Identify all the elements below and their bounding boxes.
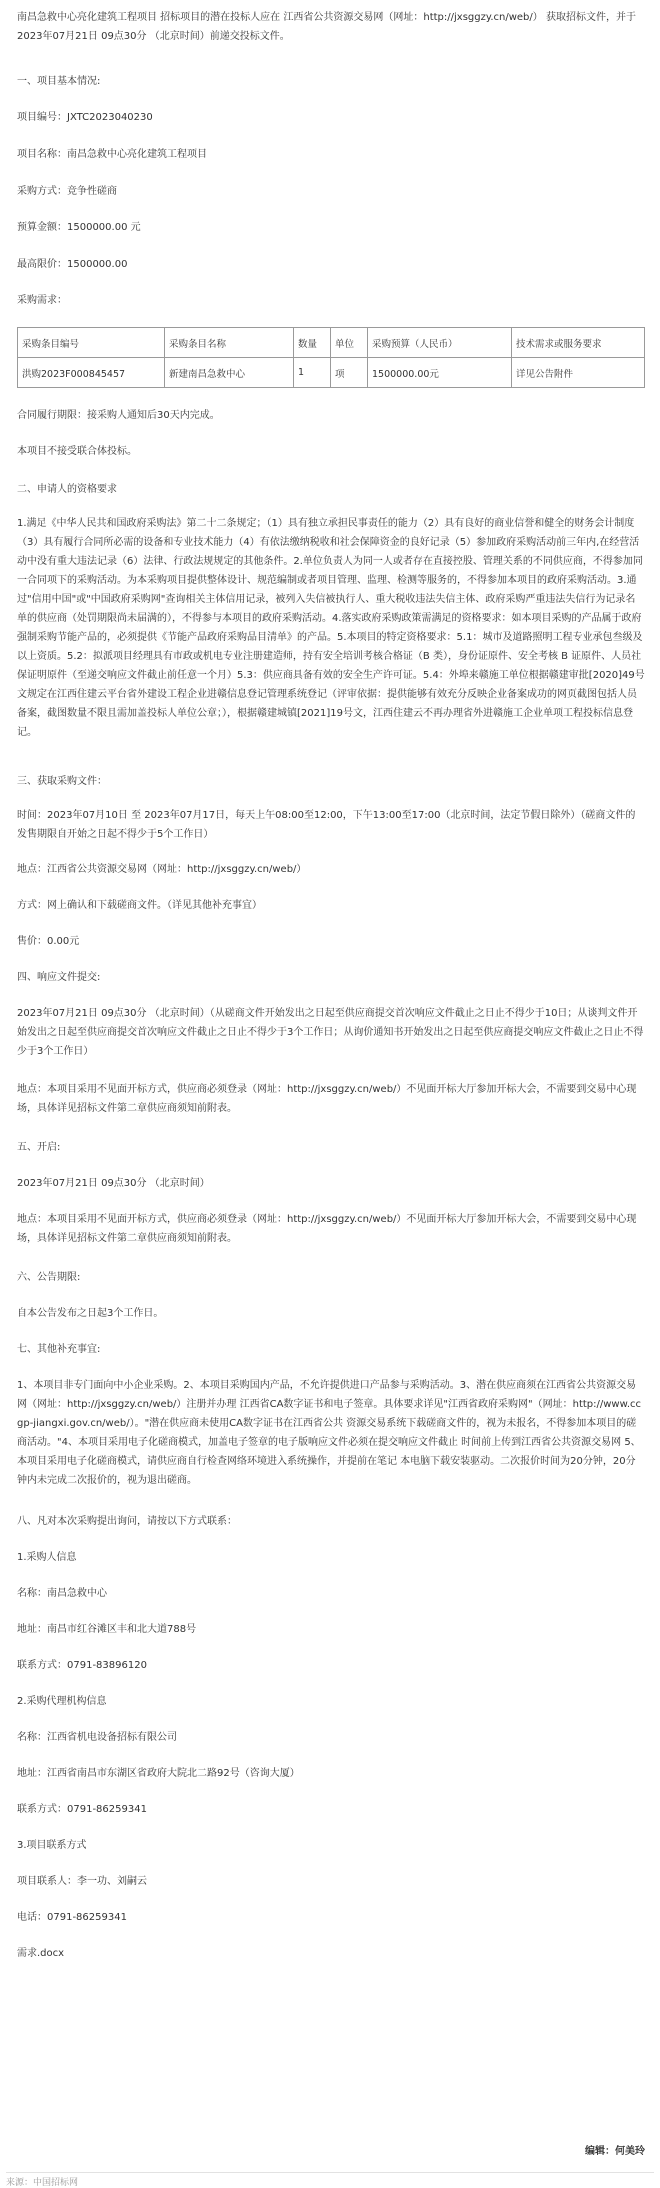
section-heading-opening: 五、开启: bbox=[17, 1142, 61, 1153]
price-cap: 最高限价：1500000.00 bbox=[17, 259, 128, 270]
other-matters: 1、本项目非专门面向中小企业采购。2、本项目采购国内产品，不允许提供进口产品参与采购活动。3、潜在供应商须在江西省公共资源交易网（网址：http://jxsggzy.cn/web/）注册并办理 江西省CA数字证书和电子签章。具体要求详见"江西省政府采购网"（网址：http://www.ccgp-jiangxi.gov.cn/web/）。"潜在供应商未使用CA数字证书在江西省公共 资源交易系统下载磋商文件的，视为未报名，不得参加本项目的磋商活动。"4、本项目采用电子化磋商模式，加盖电子签章的电子版响应文件必须在提交响应文件截止 时间前上传到江西省公共资源交易网 5、本项目采用电子化磋商模式，请供应商自行检查网络环境进入系统操作，并提前在笔记 本电脑下载安装驱动。二次报价时间为20分钟，20分钟内未完成二次报价的，视为退出磋商。 bbox=[17, 1380, 642, 1486]
opening-time: 2023年07月21日 09点30分 （北京时间） bbox=[17, 1178, 210, 1189]
no-consortium-note: 本项目不接受联合体投标。 bbox=[17, 446, 137, 457]
document-price: 售价：0.00元 bbox=[17, 936, 80, 947]
project-contact-person: 项目联系人：李一功、刘嗣云 bbox=[17, 1876, 147, 1887]
table-header-cell: 采购条目名称 bbox=[165, 328, 294, 358]
purchaser-address: 地址：南昌市红谷滩区丰和北大道788号 bbox=[17, 1624, 197, 1635]
qualification-requirements: 1.满足《中华人民共和国政府采购法》第二十二条规定；（1）具有独立承担民事责任的能力（2）具有良好的商业信誉和健全的财务会计制度（3）具有履行合同所必需的设备和专业技术能力（4）有依法缴纳税收和社会保障资金的良好记录（5）参加政府采购活动前三年内,在经营活动中没有重大违法记录（6）法律、行政法规规定的其他条件。2.单位负责人为同一人或者存在直接控股、管理关系的不同供应商，不得参加同一合同项下的采购活动。为本采购项目提供整体设计、规范编制或者项目管理、监理、检测等服务的，不得参加本项目的政府采购活动。3.通过"信用中国"或"中国政府采购网"查询相关主体信用记录，被列入失信被执行人、重大税收违法失信主体、政府采购严重违法失信行为记录名单的供应商（处罚期限尚未届满的），不得参与本项目的政府采购活动。4.落实政府采购政策需满足的资格要求：如本项目采购的产品属于政府强制采购节能产品的，必须提供《节能产品政府采购品目清单》的产品。5.本项目的特定资格要求：5.1：城市及道路照明工程专业承包叁级及以上资质。5.2：拟派项目经理具有市政或机电专业注册建造师，持有安全培训考核合格证（B 类），身份证原件、安全考核 B 证原件、人员社保证明原件（至递交响应文件截止前任意一个月）5.3：供应商具备有效的安全生产许可证。5.4：外埠来赣施工单位根据赣建审批[2020]49号文规定在江西住建云平台省外建设工程企业进赣信息登记管理系统登记（评审依据：提供能够有效充分反映企业备案成功的网页截图包括人员备案，截图数量不限且需加盖投标人单位公章；），根据赣建城镇[2021]19号文，江西住建云不再办理省外进赣施工企业单项工程投标信息登记。 bbox=[17, 518, 645, 738]
purchaser-phone: 联系方式：0791-83896120 bbox=[17, 1660, 147, 1671]
section-heading-notice-period: 六、公告期限: bbox=[17, 1272, 81, 1283]
contract-period: 合同履行期限：接采购人通知后30天内完成。 bbox=[17, 410, 220, 421]
editor-credit: 编辑：何美玲 bbox=[585, 2146, 645, 2157]
intro-paragraph: 南昌急救中心亮化建筑工程项目 招标项目的潜在投标人应在 江西省公共资源交易网（网址：http://jxsggzy.cn/web/） 获取招标文件，并于 2023年07月21日 09点30分 （北京时间）前递交投标文件。 bbox=[17, 12, 636, 42]
submission-location: 地点：本项目采用不见面开标方式，供应商必须登录（网址：http://jxsggzy.cn/web/）不见面开标大厅参加开标大会，不需要到交易中心现场，具体详见招标文件第二章供应商须知前附表。 bbox=[17, 1084, 637, 1114]
notice-period: 自本公告发布之日起3个工作日。 bbox=[17, 1308, 164, 1319]
table-header-cell: 技术需求或服务要求 bbox=[512, 328, 645, 358]
project-name: 项目名称：南昌急救中心亮化建筑工程项目 bbox=[17, 149, 207, 160]
table-row bbox=[18, 358, 645, 388]
procurement-method: 采购方式：竞争性磋商 bbox=[17, 186, 117, 197]
agency-info-heading: 2.采购代理机构信息 bbox=[17, 1696, 107, 1707]
agency-address: 地址：江西省南昌市东湖区省政府大院北二路92号（咨询大厦） bbox=[17, 1768, 300, 1779]
section-heading-contact: 八、凡对本次采购提出询问，请按以下方式联系： bbox=[17, 1516, 237, 1527]
section-heading-qualifications: 二、申请人的资格要求 bbox=[17, 484, 117, 495]
attachment-link[interactable]: 需求.docx bbox=[17, 1948, 65, 1959]
table-cell-quantity: 1 bbox=[294, 358, 331, 388]
agency-name: 名称：江西省机电设备招标有限公司 bbox=[17, 1732, 177, 1743]
table-cell-requirements: 详见公告附件 bbox=[512, 358, 645, 388]
footer-divider bbox=[6, 2172, 654, 2173]
source-credit: 来源：中国招标网 bbox=[6, 2178, 79, 2188]
opening-location: 地点：本项目采用不见面开标方式，供应商必须登录（网址：http://jxsggzy.cn/web/）不见面开标大厅参加开标大会，不需要到交易中心现场，具体详见招标文件第二章供应商须知前附表。 bbox=[17, 1214, 637, 1244]
section-heading-obtain-documents: 三、获取采购文件： bbox=[17, 776, 107, 787]
project-number: 项目编号：JXTC2023040230 bbox=[17, 112, 153, 123]
table-cell-budget: 1500000.00元 bbox=[368, 358, 512, 388]
obtain-method: 方式：网上确认和下载磋商文件。（详见其他补充事宜） bbox=[17, 900, 262, 911]
section-heading-submission: 四、响应文件提交: bbox=[17, 972, 101, 983]
table-cell-item-number: 洪购2023F000845457 bbox=[18, 358, 165, 388]
submission-deadline: 2023年07月21日 09点30分 （北京时间）（从磋商文件开始发出之日起至供应商提交首次响应文件截止之日止不得少于10日；从谈判文件开始发出之日起至供应商提交首次响应文件截止之日止不得少于3个工作日；从询价通知书开始发出之日起至供应商提交响应文件截止之日止不得少于3个工作日） bbox=[17, 1008, 644, 1057]
purchaser-name: 名称：南昌急救中心 bbox=[17, 1588, 107, 1599]
table-header-cell: 采购预算（人民币） bbox=[368, 328, 512, 358]
table-header-row bbox=[18, 328, 645, 358]
section-heading-basic-info: 一、项目基本情况: bbox=[17, 76, 101, 87]
project-contact-phone: 电话：0791-86259341 bbox=[17, 1912, 127, 1923]
table-cell-unit: 项 bbox=[331, 358, 368, 388]
procurement-table bbox=[17, 327, 645, 388]
agency-phone: 联系方式：0791-86259341 bbox=[17, 1804, 147, 1815]
obtain-time: 时间：2023年07月10日 至 2023年07月17日，每天上午08:00至12:00，下午13:00至17:00（北京时间，法定节假日除外）（磋商文件的发售期限自开始之日起不得少于5个工作日） bbox=[17, 810, 636, 840]
table-header-cell: 单位 bbox=[331, 328, 368, 358]
obtain-location: 地点：江西省公共资源交易网（网址：http://jxsggzy.cn/web/） bbox=[17, 864, 307, 875]
purchaser-info-heading: 1.采购人信息 bbox=[17, 1552, 77, 1563]
procurement-needs-label: 采购需求： bbox=[17, 295, 67, 306]
table-header-cell: 数量 bbox=[294, 328, 331, 358]
table-cell-item-name: 新建南昌急救中心 bbox=[165, 358, 294, 388]
section-heading-other-matters: 七、其他补充事宜: bbox=[17, 1344, 101, 1355]
table-header-cell: 采购条目编号 bbox=[18, 328, 165, 358]
budget-amount: 预算金额：1500000.00 元 bbox=[17, 222, 141, 233]
project-contact-heading: 3.项目联系方式 bbox=[17, 1840, 87, 1851]
